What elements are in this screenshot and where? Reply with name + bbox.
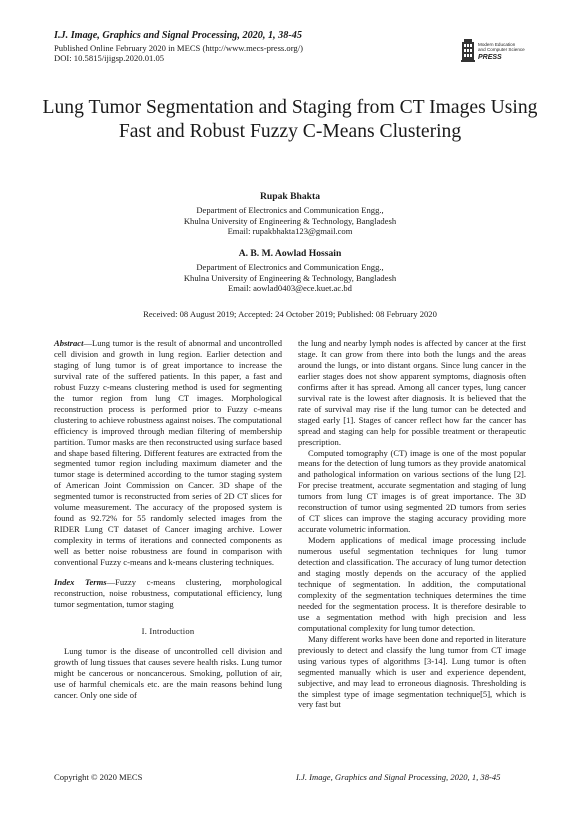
journal-header: I.J. Image, Graphics and Signal Processing, 2020, 1, 38-45 xyxy=(54,30,302,41)
abstract xyxy=(54,338,282,568)
right-paragraph-3: Modern applications of medical image processing include numerous useful segmentation techniques for lung tumor detection and classification. The accuracy of lung tumor detection and staging mostly depends on the accuracy of the applied technique of segmentation. In addition, the computational complexity of the segmentation techniques determines the time needed for the segmentation process. It is therefore desirable to use a segmentation method with high precision and less computational complexity for lung tumor detection. xyxy=(298,535,526,633)
intro-paragraph-1: Lung tumor is the disease of uncontrolled cell division and growth of lung tissues that causes severe health risks. Lung tumor might be cancerous or noncancerous. Smoking, pollution of air, use of harmful chemicals etc. are the main reasons behind lung cancer. Only one side of xyxy=(54,645,282,700)
logo-line1: Modern Education xyxy=(478,42,516,47)
section-heading-introduction: I. Introduction xyxy=(141,625,195,636)
abstract-text: —Lung tumor is the result of abnormal and uncontrolled cell division and growth in lung region. Earlier detection and staging of lung tumor is of great importance to increase the survival rate of the suffered patients. In this paper, a fast and robust Fuzzy c-means clustering method is used for segmenting the tumor region from lung CT images. Morphological reconstruction process is performed prior to Fuzzy c-means clustering to achieve robustness against noises. The computational efficiency is improved through median filtering of membership partition. Tumor masks are then reconstructed using surface based and shape based filtering. Different features are extracted from the segmented tumor region including maximum diameter and the tumor stage is determined according to the tumor staging system of American Joint Commission on Cancer. 3D shape of the segmented tumor is reconstructed from series of 2D CT slices for volume measurement. The accuracy of the proposed system is found as 92.72% for 55 randomly selected images from the RIDER Lung CT dataset of Cancer imaging archive. Lower complexity in terms of iterations and connected components as well as better noise robustness are found in comparison with conventional Fuzzy c-means and k-means clustering techniques. xyxy=(54,338,282,568)
author-department: Department of Electronics and Communication Engg., xyxy=(196,262,384,272)
publication-line: Published Online February 2020 in MECS (http://www.mecs-press.org/) xyxy=(54,43,303,53)
index-terms-text: —Fuzzy c-means clustering, morphological reconstruction, noise robustness, computational efficiency, lung tumor segmentation, tumor staging xyxy=(54,577,282,609)
logo-line3: PRESS xyxy=(478,54,502,61)
author-department: Department of Electronics and Communication Engg., xyxy=(196,205,384,215)
received-dates: Received: 08 August 2019; Accepted: 24 October 2019; Published: 08 February 2020 xyxy=(143,309,437,319)
footer-copyright: Copyright © 2020 MECS xyxy=(54,772,143,782)
logo-line2: and Computer Science xyxy=(478,47,525,52)
left-column xyxy=(54,338,282,701)
author-email: Email: rupakbhakta123@gmail.com xyxy=(227,226,353,237)
abstract-label: Abstract xyxy=(54,338,84,348)
author-university: Khulna University of Engineering & Technology, Bangladesh xyxy=(183,215,397,226)
author-2 xyxy=(40,247,540,294)
right-paragraph-2: Computed tomography (CT) image is one of the most popular means for the detection of lung tumors as they provide anatomical and pathological information on various sections of the lung [2]. For precise treatment, accurate segmentation and staging of lung tumors from lung CT images is of great importance. The 3D reconstruction of tumor using segmented 2D tumors from series of CT slices can improve the staging accuracy providing more accurate volumetric information. xyxy=(298,447,526,535)
footer-journal: I.J. Image, Graphics and Signal Processing, 2020, 1, 38-45 xyxy=(296,772,501,782)
index-terms xyxy=(54,577,282,610)
doi-line: DOI: 10.5815/ijigsp.2020.01.05 xyxy=(54,53,165,63)
author-1 xyxy=(40,190,540,237)
author-university: Khulna University of Engineering & Technology, Bangladesh xyxy=(183,272,397,283)
paper-title: Lung Tumor Segmentation and Staging from CT Images Using Fast and Robust Fuzzy C-Means Clustering xyxy=(42,97,538,142)
index-terms-label: Index Terms xyxy=(54,577,107,588)
right-paragraph-4: Many different works have been done and reported in literature previously to detect and classify the lung tumor from CT image using various types of algorithms [3-14]. Lung tumor is often segmented manually which is user and experience dependent, subjective, and may lead to erroneous diagnosis. Thresholding is the simplest type of image segmentation technique[5], which is very fast but xyxy=(298,633,526,710)
right-column xyxy=(298,338,526,710)
author-name: Rupak Bhakta xyxy=(260,191,320,202)
author-email: Email: aowlad0403@ece.kuet.ac.bd xyxy=(228,283,352,294)
right-paragraph-1: the lung and nearby lymph nodes is affected by cancer at the first stage. It can grow from there into both the lungs and the areas around the lungs, or into distant organs. Since lung cancer in the earlier stages does not show apparent symptoms, diagnosis often confirms after it has spread. Among all cancer types, lung cancer survival rate is the lowest after diagnosis. It is believed that the rate of survival may rise if the lung tumor can be detected and staged early [1]. Stages of cancer reflect how far the cancer has spread and staging can help for possible treatment or therapeutic prescription. xyxy=(298,338,526,447)
mecs-press-logo xyxy=(456,30,532,70)
author-name: A. B. M. Aowlad Hossain xyxy=(238,248,342,259)
